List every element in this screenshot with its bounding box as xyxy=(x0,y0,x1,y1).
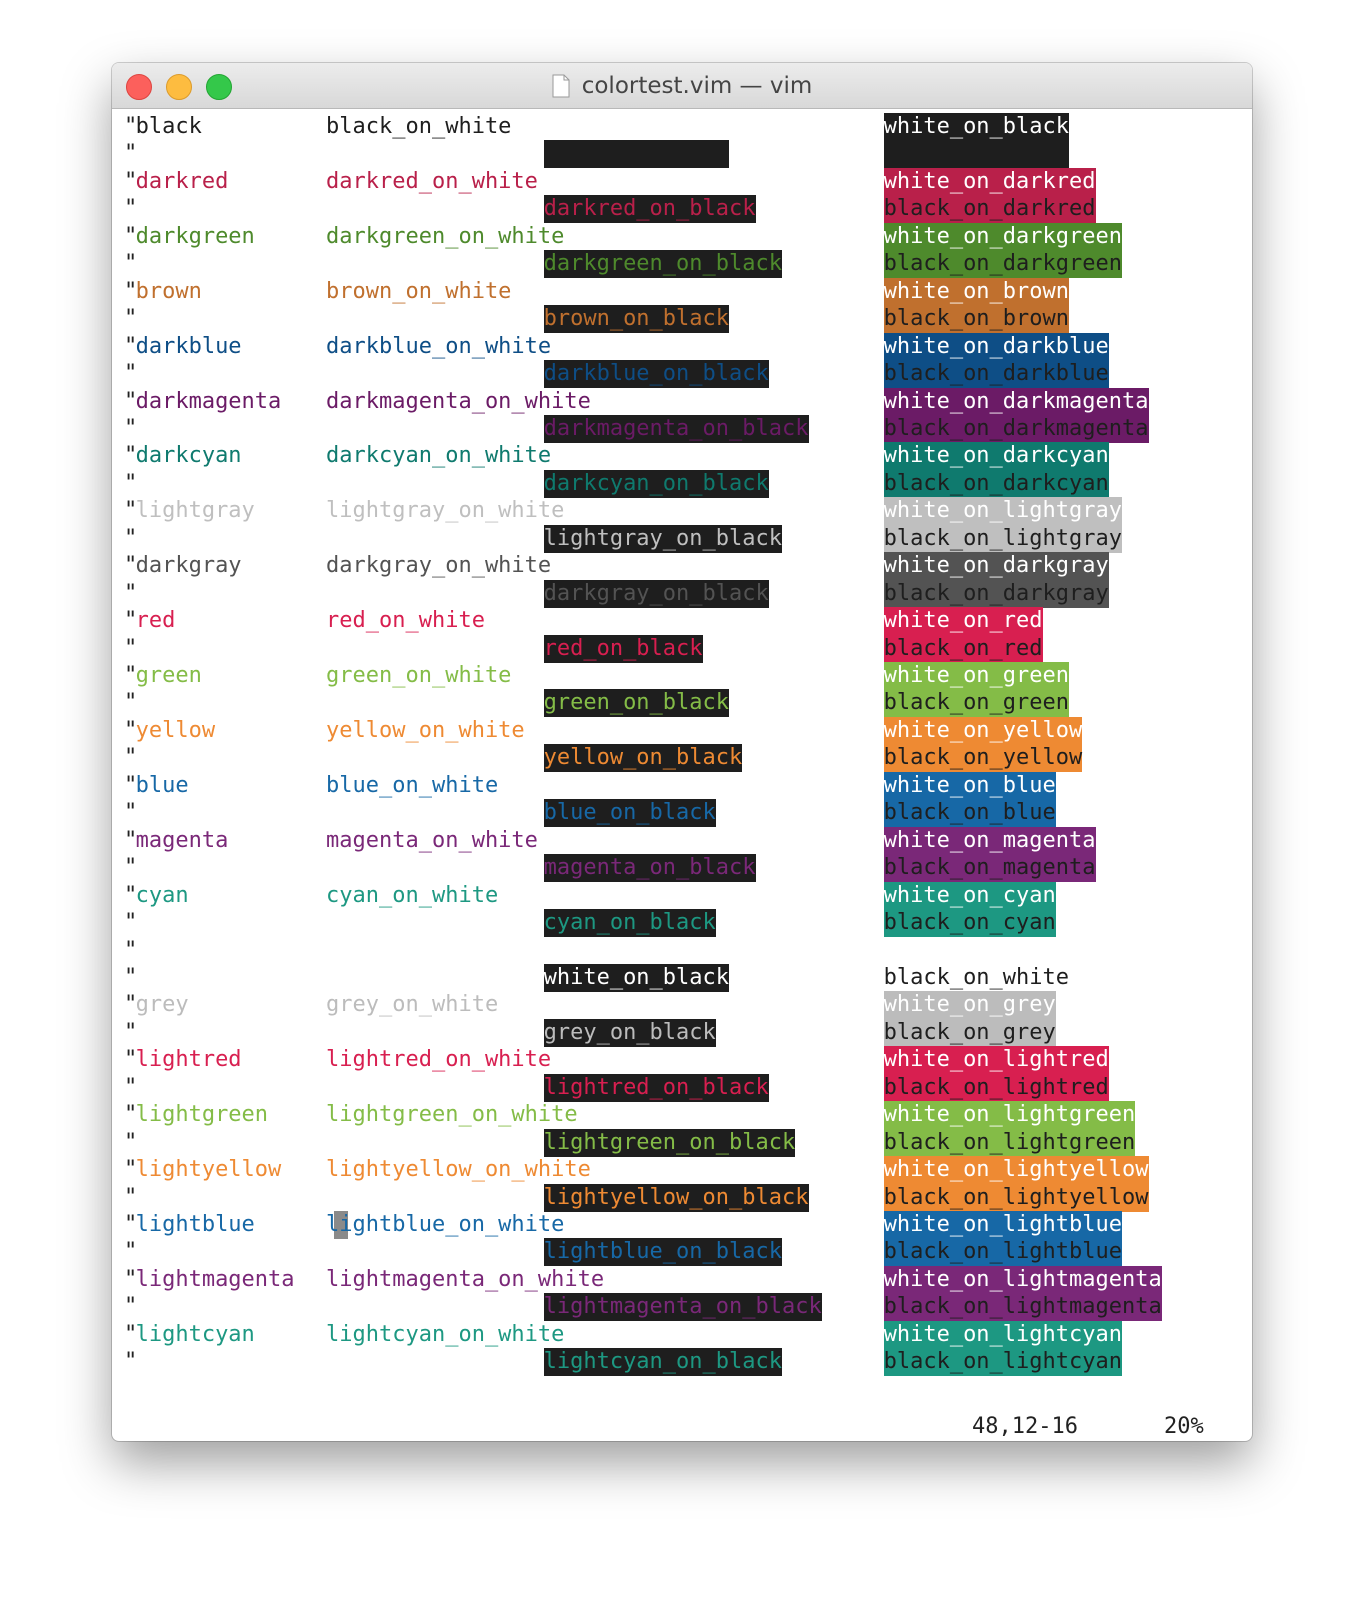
comment-marker: " xyxy=(124,992,138,1018)
color-sample: black_on_lightcyan xyxy=(883,1349,1123,1375)
editor-line[interactable] xyxy=(112,1184,1252,1212)
color-sample: darkmagenta_on_white xyxy=(326,388,591,414)
color-sample: white_on_lightgreen xyxy=(883,1102,1136,1128)
editor-line[interactable] xyxy=(112,415,1252,443)
color-sample: lightgreen xyxy=(135,1102,269,1128)
color-sample: red_on_white xyxy=(326,608,485,634)
color-sample: white_on_yellow xyxy=(883,717,1083,743)
color-sample: black_on_lightred xyxy=(883,1074,1109,1100)
comment-marker: " xyxy=(124,882,138,908)
editor-line[interactable] xyxy=(112,827,1252,855)
editor-line[interactable] xyxy=(112,140,1252,168)
color-sample: black_on_darkgreen xyxy=(883,251,1123,277)
comment-marker: " xyxy=(124,443,138,469)
editor-line[interactable] xyxy=(112,552,1252,580)
editor-line[interactable] xyxy=(112,991,1252,1019)
color-sample: lightblue_on_white xyxy=(326,1212,565,1237)
color-sample: black_on_darkgray xyxy=(883,580,1109,606)
comment-marker: " xyxy=(124,1212,138,1237)
color-sample: white_on_black xyxy=(883,114,1070,139)
editor-line[interactable] xyxy=(112,689,1252,717)
color-sample: darkgreen_on_black xyxy=(543,251,783,277)
cursor-position: 48,12-16 xyxy=(972,1414,1078,1439)
color-sample: blue_on_black xyxy=(543,800,716,826)
editor-line[interactable] xyxy=(112,1266,1252,1294)
color-sample: white_on_black xyxy=(543,964,730,990)
comment-marker: " xyxy=(124,1074,138,1100)
color-sample: yellow_on_white xyxy=(326,717,525,743)
color-sample: lightgray_on_black xyxy=(543,525,783,551)
color-sample: white_on_lightyellow xyxy=(883,1157,1149,1183)
editor-line[interactable] xyxy=(112,360,1252,388)
color-sample: lightblue_on_black xyxy=(543,1239,783,1265)
color-sample: black_on_lightmagenta xyxy=(883,1294,1162,1320)
color-sample: darkcyan_on_white xyxy=(326,443,552,469)
color-sample: lightyellow_on_white xyxy=(326,1157,591,1183)
editor-line[interactable] xyxy=(112,470,1252,498)
color-sample: green_on_white xyxy=(326,663,512,688)
color-sample: darkblue_on_white xyxy=(326,333,552,359)
vim-window[interactable] xyxy=(112,63,1252,1441)
window-title: colortest.vim — vim xyxy=(581,72,813,99)
editor-line[interactable] xyxy=(112,525,1252,553)
editor-line[interactable] xyxy=(112,964,1252,992)
color-sample: magenta xyxy=(135,827,229,853)
color-sample: black_on_green xyxy=(883,690,1070,716)
color-sample: black_on_magenta xyxy=(883,855,1096,881)
comment-marker: " xyxy=(124,827,138,853)
comment-marker: " xyxy=(124,855,138,881)
comment-marker: " xyxy=(124,1294,138,1320)
comment-marker: " xyxy=(124,1157,138,1183)
comment-marker: " xyxy=(124,745,138,771)
color-sample: brown xyxy=(135,278,202,304)
editor-line[interactable] xyxy=(112,1129,1252,1157)
color-sample: black_on_darkmagenta xyxy=(883,415,1149,441)
comment-marker: " xyxy=(124,800,138,826)
color-sample: black_on_yellow xyxy=(883,745,1083,771)
editor-line[interactable] xyxy=(112,744,1252,772)
color-sample: black_on_white xyxy=(883,964,1070,990)
comment-marker: " xyxy=(124,663,138,688)
editor-line[interactable] xyxy=(112,1074,1252,1102)
comment-marker: " xyxy=(124,196,138,222)
title-bar[interactable] xyxy=(112,63,1252,109)
editor-line[interactable] xyxy=(112,250,1252,278)
color-sample: lightcyan xyxy=(135,1321,255,1347)
color-sample: darkgreen_on_white xyxy=(326,223,565,249)
color-sample: lightred xyxy=(135,1047,242,1073)
editor-line[interactable] xyxy=(112,305,1252,333)
comment-marker: " xyxy=(124,251,138,277)
color-sample: black_on_white xyxy=(326,114,512,139)
editor-line[interactable] xyxy=(112,1293,1252,1321)
color-sample: black_on_darkred xyxy=(883,196,1096,222)
color-sample: darkblue_on_black xyxy=(543,361,769,387)
color-sample: lightmagenta_on_white xyxy=(326,1266,605,1292)
color-sample: black_on_darkblue xyxy=(883,361,1109,387)
color-sample: magenta_on_black xyxy=(543,855,756,881)
color-sample: grey_on_white xyxy=(326,992,499,1018)
document-icon xyxy=(552,74,570,98)
editor-line[interactable] xyxy=(112,1238,1252,1266)
color-sample: brown_on_black xyxy=(543,306,730,332)
comment-marker: " xyxy=(124,168,138,194)
editor-line[interactable] xyxy=(112,223,1252,251)
editor-line[interactable] xyxy=(112,388,1252,416)
editor-line[interactable] xyxy=(112,442,1252,470)
editor-line[interactable] xyxy=(112,1156,1252,1184)
editor-line[interactable] xyxy=(112,635,1252,663)
color-sample: white_on_darkcyan xyxy=(883,443,1109,469)
comment-marker: " xyxy=(124,937,138,963)
color-sample: darkmagenta xyxy=(135,388,282,414)
comment-marker: " xyxy=(124,635,138,661)
comment-marker: " xyxy=(124,361,138,387)
color-sample: white_on_lightgray xyxy=(883,498,1123,524)
comment-marker: " xyxy=(124,1184,138,1210)
color-sample: darkred xyxy=(135,168,229,194)
color-sample: white_on_lightmagenta xyxy=(883,1266,1162,1292)
color-sample xyxy=(884,140,1069,168)
color-sample: white_on_darkgray xyxy=(883,553,1109,579)
color-sample: cyan_on_white xyxy=(326,882,499,908)
editor-line[interactable] xyxy=(112,882,1252,910)
color-sample: lightgray xyxy=(135,498,255,524)
editor-line[interactable] xyxy=(112,113,1252,141)
comment-marker: " xyxy=(124,964,138,990)
comment-marker: " xyxy=(124,1321,138,1347)
color-sample: red xyxy=(135,608,176,634)
color-sample: lightcyan_on_white xyxy=(326,1321,565,1347)
editor-line[interactable] xyxy=(112,937,1252,965)
color-sample: darkblue xyxy=(135,333,242,359)
color-sample: cyan_on_black xyxy=(543,910,716,936)
comment-marker: " xyxy=(124,717,138,743)
comment-marker: " xyxy=(124,498,138,524)
color-sample xyxy=(544,140,729,168)
color-sample: brown_on_white xyxy=(326,278,512,304)
color-sample: black_on_red xyxy=(883,635,1043,661)
editor-buffer[interactable] xyxy=(112,109,1252,1441)
editor-line[interactable] xyxy=(112,1211,1252,1239)
comment-marker: " xyxy=(124,388,138,414)
comment-marker: " xyxy=(124,690,138,716)
comment-marker: " xyxy=(124,910,138,936)
comment-marker: " xyxy=(124,1102,138,1128)
comment-marker: " xyxy=(124,223,138,249)
color-sample: yellow_on_black xyxy=(543,745,743,771)
color-sample: darkmagenta_on_black xyxy=(543,415,809,441)
color-sample: white_on_lightcyan xyxy=(883,1321,1123,1347)
color-sample: yellow xyxy=(135,717,216,743)
editor-line[interactable] xyxy=(112,278,1252,306)
color-sample: black_on_blue xyxy=(883,800,1056,826)
comment-marker: " xyxy=(124,1239,138,1265)
comment-marker: " xyxy=(124,306,138,332)
color-sample: green_on_black xyxy=(543,690,730,716)
color-sample: cyan xyxy=(135,882,189,908)
editor-line[interactable] xyxy=(112,662,1252,690)
editor-line[interactable] xyxy=(112,1101,1252,1129)
color-sample: grey_on_black xyxy=(543,1019,716,1045)
comment-marker: " xyxy=(124,1349,138,1375)
comment-marker: " xyxy=(124,1129,138,1155)
color-sample: lightyellow xyxy=(135,1157,282,1183)
editor-line[interactable] xyxy=(112,195,1252,223)
editor-line[interactable] xyxy=(112,772,1252,800)
comment-marker: " xyxy=(124,470,138,496)
color-sample: white_on_lightblue xyxy=(883,1212,1123,1237)
color-sample: white_on_darkblue xyxy=(883,333,1109,359)
comment-marker: " xyxy=(124,141,138,167)
color-sample: white_on_cyan xyxy=(883,882,1056,908)
color-sample: black xyxy=(135,114,202,139)
color-sample: white_on_red xyxy=(883,608,1043,634)
comment-marker: " xyxy=(124,1266,138,1292)
editor-line[interactable] xyxy=(112,909,1252,937)
comment-marker: " xyxy=(124,333,138,359)
color-sample: grey xyxy=(135,992,189,1018)
color-sample: white_on_green xyxy=(883,663,1070,688)
color-sample: lightred_on_black xyxy=(543,1074,769,1100)
color-sample: black_on_lightyellow xyxy=(883,1184,1149,1210)
color-sample: magenta_on_white xyxy=(326,827,538,853)
editor-line[interactable] xyxy=(112,717,1252,745)
comment-marker: " xyxy=(124,525,138,551)
color-sample: lightgreen_on_black xyxy=(543,1129,796,1155)
color-sample: darkcyan xyxy=(135,443,242,469)
color-sample: lightmagenta xyxy=(135,1266,295,1292)
comment-marker: " xyxy=(124,772,138,798)
color-sample: green xyxy=(135,663,202,688)
comment-marker: " xyxy=(124,415,138,441)
color-sample: darkgray_on_white xyxy=(326,553,552,579)
comment-marker: " xyxy=(124,580,138,606)
editor-line[interactable] xyxy=(112,1046,1252,1074)
color-sample: blue_on_white xyxy=(326,772,499,798)
color-sample: white_on_grey xyxy=(883,992,1056,1018)
color-sample: white_on_magenta xyxy=(883,827,1096,853)
scroll-percent: 20% xyxy=(1164,1414,1204,1439)
comment-marker: " xyxy=(124,278,138,304)
color-sample: darkcyan_on_black xyxy=(543,470,769,496)
color-sample: white_on_darkmagenta xyxy=(883,388,1149,414)
color-sample: lightblue xyxy=(135,1212,255,1237)
color-sample: black_on_brown xyxy=(883,306,1070,332)
color-sample: darkgreen xyxy=(135,223,255,249)
editor-line[interactable] xyxy=(112,168,1252,196)
editor-line[interactable] xyxy=(112,1019,1252,1047)
color-sample: blue xyxy=(135,772,189,798)
editor-line[interactable] xyxy=(112,607,1252,635)
editor-line[interactable] xyxy=(112,580,1252,608)
editor-line[interactable] xyxy=(112,1321,1252,1349)
color-sample: lightcyan_on_black xyxy=(543,1349,783,1375)
color-sample: lightmagenta_on_black xyxy=(543,1294,822,1320)
color-sample: white_on_darkred xyxy=(883,168,1096,194)
color-sample: white_on_lightred xyxy=(883,1047,1109,1073)
comment-marker: " xyxy=(124,608,138,634)
color-sample: black_on_lightgray xyxy=(883,525,1123,551)
editor-line[interactable] xyxy=(112,333,1252,361)
color-sample: white_on_darkgreen xyxy=(883,223,1123,249)
color-sample: white_on_blue xyxy=(883,772,1056,798)
comment-marker: " xyxy=(124,553,138,579)
comment-marker: " xyxy=(124,1019,138,1045)
editor-line[interactable] xyxy=(112,854,1252,882)
editor-line[interactable] xyxy=(112,799,1252,827)
comment-marker: " xyxy=(124,1047,138,1073)
color-sample: darkgray_on_black xyxy=(543,580,769,606)
color-sample: lightgray_on_white xyxy=(326,498,565,524)
comment-marker: " xyxy=(124,114,138,139)
color-sample: lightred_on_white xyxy=(326,1047,552,1073)
color-sample: black_on_darkcyan xyxy=(883,470,1109,496)
color-sample: black_on_lightblue xyxy=(883,1239,1123,1265)
color-sample: white_on_brown xyxy=(883,278,1070,304)
color-sample: lightyellow_on_black xyxy=(543,1184,809,1210)
editor-line[interactable] xyxy=(112,1348,1252,1376)
color-sample: black_on_cyan xyxy=(883,910,1056,936)
color-sample: darkred_on_white xyxy=(326,168,538,194)
color-sample: black_on_grey xyxy=(883,1019,1056,1045)
color-sample: darkred_on_black xyxy=(543,196,756,222)
color-sample: lightgreen_on_white xyxy=(326,1102,578,1128)
color-sample: darkgray xyxy=(135,553,242,579)
color-sample: black_on_lightgreen xyxy=(883,1129,1136,1155)
color-sample: red_on_black xyxy=(543,635,703,661)
editor-line[interactable] xyxy=(112,497,1252,525)
